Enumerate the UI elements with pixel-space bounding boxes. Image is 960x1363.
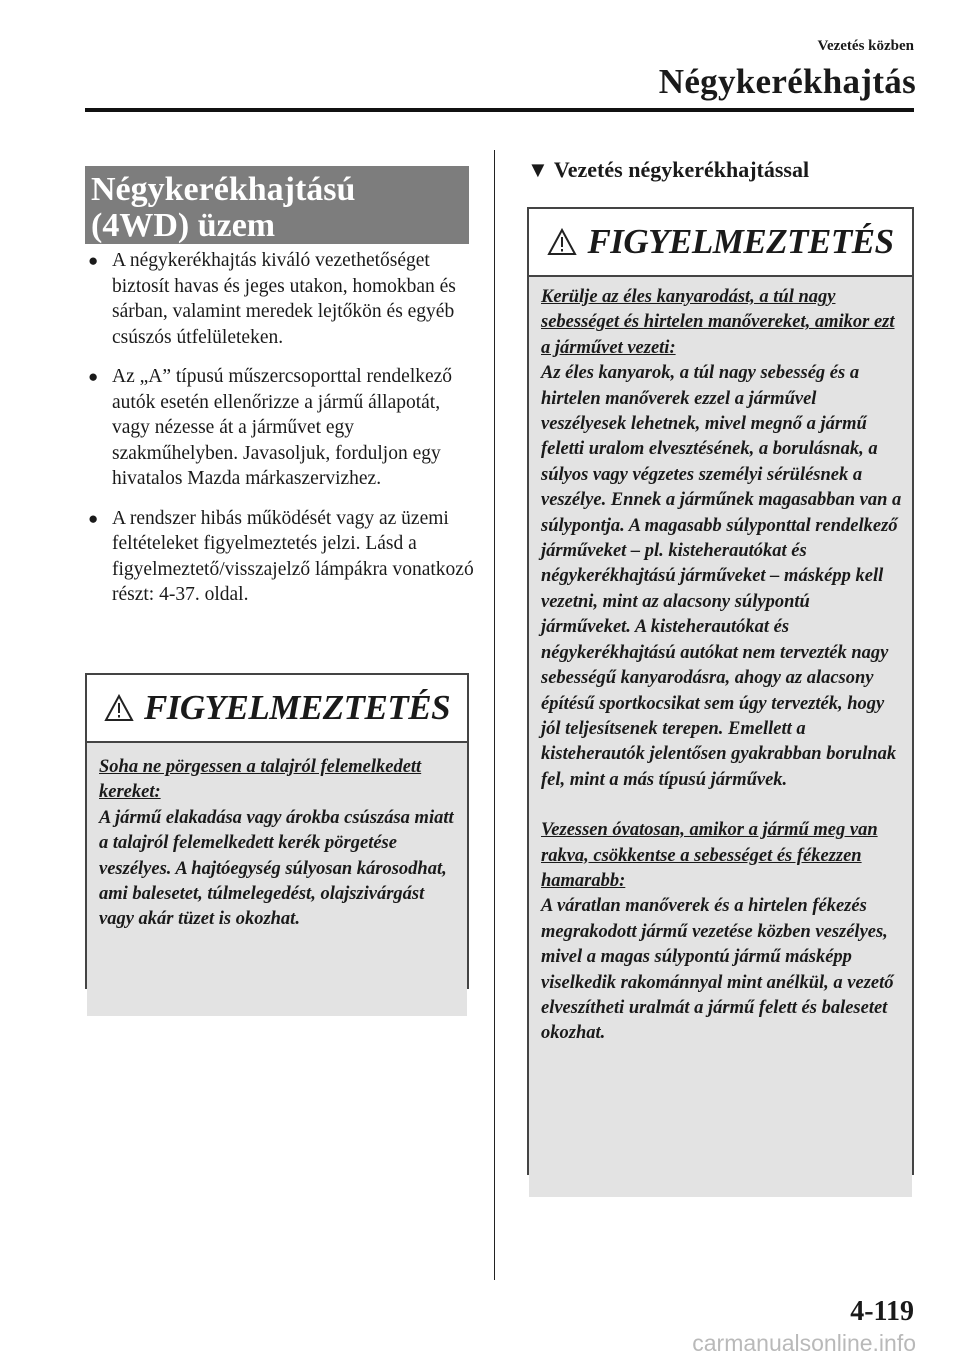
bullet-text: A négykerékhajtás kiváló vezethetőséget biztosít havas és jeges utakon, homokban és sárban, valamint meredek lejtőkön és egyéb csúszós útfelületeken. <box>112 250 456 348</box>
warning-box-2 <box>527 207 914 1175</box>
warning-heading: Kerülje az éles kanyarodást, a túl nagy sebességet és hirtelen manővereket, amikor ezt a járművet vezeti: <box>541 287 895 358</box>
warning-text: A jármű elakadása vagy árokba csúszása miatt a talajról felemelkedett kerék pörgetése veszélyes. A hajtóegység súlyosan károsodhat, ami balesetet, túlmelegedést, olajszivárgást vagy akár tüzet is okozhat. <box>99 807 454 930</box>
bullet-icon: ● <box>88 251 99 270</box>
warning-text: A váratlan manőverek és a hirtelen fékezés megrakodott jármű vezetése közben veszélyes, mivel a magas súlypontú jármű másképp viselkedik rakománnyal mint anélkül, a vezető elveszítheti uralmát a jármű felett és balesetet okozhat. <box>541 896 894 1044</box>
subsection-title <box>527 157 809 183</box>
section-title-line2: (4WD) üzem <box>91 207 276 244</box>
section-title-line1: Négykerékhajtású <box>91 171 356 208</box>
warning-body <box>529 277 912 1197</box>
warning-header <box>529 209 912 277</box>
header-rule <box>85 108 914 112</box>
watermark: carmanualsonline.info <box>692 1330 916 1356</box>
warning-title: FIGYELMEZTETÉS <box>143 688 451 727</box>
bullet-icon: ● <box>88 508 99 528</box>
bullet-list <box>85 248 475 622</box>
page-number: 4-119 <box>850 1296 914 1327</box>
warning-triangle-icon <box>104 694 134 722</box>
header-subtitle: Vezetés közben <box>817 38 914 54</box>
bullet-icon: ● <box>88 367 99 386</box>
warning-box-1 <box>85 673 469 989</box>
subsection-title-text: Vezetés négykerékhajtással <box>553 157 810 182</box>
list-item <box>85 506 475 608</box>
warning-heading: Soha ne pörgessen a talajról felemelkedett kereket: <box>99 757 422 803</box>
list-item <box>85 364 475 492</box>
warning-title: FIGYELMEZTETÉS <box>587 222 894 261</box>
header-title: Négykerékhajtás <box>658 62 916 101</box>
column-divider <box>494 150 495 1280</box>
triangle-down-icon: ▼ <box>527 157 549 182</box>
list-item <box>85 248 475 350</box>
warning-text: Az éles kanyarok, a túl nagy sebesség és a hirtelen manőverek ezzel a járművel veszélyesek lehetnek, mivel megnő a jármű feletti uralom elvesztésének, a borulásnak, a súlyos vagy végzetes személyi sérülésnek a veszélye. Ennek a járműnek magasabban van a súlypontja. A magasabb súlyponttal rendelkező járműveket – pl. kisteherautókat és négykerékhajtású járműveket – másképp kell vezetni, mint az alacsony súlypontú járműveket. A kisteherautókat és négykerékhajtású autókat nem tervezték nagy sebességű kanyarodásra, ahogy az alacsony építésű sportkocsikat sem úgy tervezték, hogy jól teljesítsenek terepen. Emellett a kisteherautók jelentősen gyakrabban borulnak fel, mint a más típusú járművek. <box>541 363 902 790</box>
section-title-box <box>85 166 469 244</box>
warning-body <box>87 743 467 1016</box>
warning-heading: Vezessen óvatosan, amikor a jármű meg van rakva, csökkentse a sebességet és fékezzen hamarabb: <box>541 820 878 891</box>
warning-triangle-icon <box>547 228 577 256</box>
warning-header <box>87 675 467 743</box>
bullet-text: A rendszer hibás működését vagy az üzemi feltételeket figyelmeztetés jelzi. Lásd a figyelmeztető/visszajelző lámpákra vonatkozó részt: 4-37. oldal. <box>112 507 474 605</box>
bullet-text: Az „A” típusú műszercsoporttal rendelkező autók esetén ellenőrizze a jármű állapotát, vagy nézesse át a járművet egy szakműhelyben. Javasoljuk, forduljon egy hivatalos Mazda márkaszervizhez. <box>112 366 453 489</box>
